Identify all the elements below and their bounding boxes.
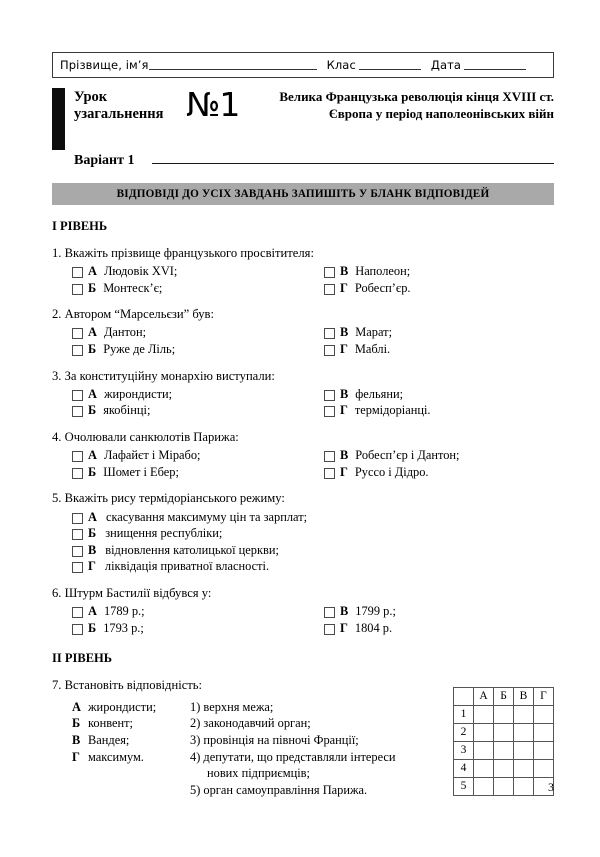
option-text: Робесп’єр і Дантон;: [355, 448, 460, 463]
answer-grid-header-row: [454, 687, 554, 705]
option-В[interactable]: [324, 325, 554, 340]
matching-question: [52, 678, 554, 799]
option-letter: Г: [88, 559, 96, 574]
answer-grid-cell[interactable]: [474, 723, 494, 741]
option-Г[interactable]: [324, 403, 554, 418]
surname-name-label: Прізвище, ім’я: [60, 58, 149, 72]
option-layout: [72, 604, 554, 635]
option-text: жирондисти;: [103, 386, 173, 401]
question: [52, 586, 554, 635]
date-label: Дата: [430, 58, 462, 72]
matching-right-text: 2) законодавчий орган;: [190, 716, 311, 731]
answer-grid-cell[interactable]: [474, 705, 494, 723]
option-Б[interactable]: [72, 403, 324, 418]
option-Г[interactable]: [324, 281, 554, 296]
instruction-banner: [52, 183, 554, 205]
option-letter: Б: [88, 342, 97, 357]
checkbox-icon[interactable]: [324, 390, 335, 401]
option-А[interactable]: [72, 387, 324, 402]
option-text: 1804 р.: [354, 620, 393, 635]
matching-right-item: [190, 782, 443, 799]
lesson-number-value: 1: [219, 85, 240, 124]
option-letter: А: [88, 264, 97, 279]
question-text: 6. Штурм Бастилії відбувся у:: [52, 586, 212, 601]
matching-columns: [52, 699, 443, 799]
matching-right-item: [190, 749, 443, 782]
answer-grid-column-header: Г: [534, 687, 554, 705]
option-В[interactable]: [324, 448, 554, 463]
page-number: 3: [548, 780, 554, 794]
answer-grid-cell[interactable]: [534, 705, 554, 723]
answer-grid-cell[interactable]: [494, 777, 514, 795]
option-А[interactable]: [72, 325, 324, 340]
option-letter: Б: [88, 526, 97, 541]
lesson-type-line1: Урок: [74, 89, 108, 106]
question: [52, 246, 554, 295]
answer-grid-cell[interactable]: [494, 705, 514, 723]
checkbox-icon[interactable]: [72, 345, 83, 356]
option-text: Шомет і Ебер;: [103, 464, 179, 479]
checkbox-icon[interactable]: [72, 624, 83, 635]
option-letter: Б: [88, 403, 97, 418]
option-В[interactable]: [324, 387, 554, 402]
option-Б[interactable]: [72, 621, 324, 636]
option-text: 1793 р.;: [103, 620, 144, 635]
checkbox-icon[interactable]: [72, 390, 83, 401]
instruction-banner-text: ВІДПОВІДІ ДО УСІХ ЗАВДАНЬ ЗАПИШІТЬ У БЛАНК ВІДПОВІДЕЙ: [116, 188, 490, 200]
lesson-type-line2: узагальнення: [74, 105, 164, 122]
option-list: [52, 604, 554, 635]
option-letter: Б: [88, 464, 97, 479]
option-В[interactable]: [72, 543, 554, 558]
matching-left-item: [72, 699, 190, 716]
lesson-number: [186, 85, 248, 124]
topic-title: [248, 89, 554, 122]
option-letter: А: [88, 325, 97, 340]
option-А[interactable]: [72, 448, 324, 463]
option-letter: Г: [340, 464, 348, 479]
answer-grid-cell[interactable]: [474, 777, 494, 795]
option-list: [52, 448, 554, 479]
option-Г[interactable]: [324, 465, 554, 480]
checkbox-icon[interactable]: [324, 607, 335, 618]
matching-value: Вандея;: [88, 732, 130, 747]
matching-right-text-continuation: нових підприємців;: [207, 766, 310, 781]
option-Г[interactable]: [324, 621, 554, 636]
answer-grid-cell[interactable]: [494, 741, 514, 759]
checkbox-icon[interactable]: [324, 406, 335, 417]
option-text: 1799 р.;: [355, 604, 396, 619]
matching-key: Б: [72, 716, 81, 731]
checkbox-icon[interactable]: [72, 267, 83, 278]
lesson-header-row: [74, 85, 554, 124]
checkbox-icon[interactable]: [72, 513, 83, 524]
question: [52, 369, 554, 418]
number-sign-glyph: №: [186, 85, 220, 124]
option-text: 1789 р.;: [103, 604, 145, 619]
matching-right-item: [190, 699, 443, 716]
option-text: відновлення католицької церкви;: [105, 542, 279, 557]
matching-left-item: [72, 749, 190, 766]
answer-grid-cell[interactable]: [514, 741, 534, 759]
answer-grid-cell[interactable]: [534, 723, 554, 741]
question: [52, 491, 554, 574]
option-layout: [72, 448, 554, 479]
answer-grid-row-header: 4: [454, 759, 474, 777]
option-text: Руссо і Дідро.: [354, 464, 429, 479]
answer-grid-row-header: 3: [454, 741, 474, 759]
option-letter: В: [340, 604, 349, 619]
option-Б[interactable]: [72, 281, 324, 296]
option-letter: В: [340, 386, 349, 401]
matching-question-text: 7. Встановіть відповідність:: [52, 678, 203, 693]
option-letter: Б: [88, 620, 97, 635]
topic-title-line2: Європа у період наполеонівських війн: [328, 105, 554, 121]
answer-grid-row: [454, 723, 554, 741]
answer-grid-cell[interactable]: [474, 759, 494, 777]
matching-left-item: [72, 732, 190, 749]
checkbox-icon[interactable]: [324, 624, 335, 635]
answer-grid-cell[interactable]: [534, 759, 554, 777]
checkbox-icon[interactable]: [72, 328, 83, 339]
answer-grid-corner: [454, 687, 474, 705]
student-identification-field[interactable]: [52, 52, 554, 78]
option-letter: А: [88, 604, 97, 619]
option-letter: В: [340, 448, 349, 463]
matching-value: максимум.: [88, 749, 144, 764]
matching-left-column: [72, 699, 190, 799]
answer-grid-row-header: 5: [454, 777, 474, 795]
level-2-heading: ІІ РІВЕНЬ: [52, 651, 113, 666]
lesson-header: [52, 85, 554, 150]
option-text: знищення республіки;: [105, 526, 223, 541]
checkbox-icon[interactable]: [324, 328, 335, 339]
option-letter: В: [340, 264, 349, 279]
checkbox-icon[interactable]: [72, 451, 83, 462]
option-letter: Г: [340, 620, 348, 635]
checkbox-icon[interactable]: [72, 468, 83, 479]
black-accent-bar: [52, 88, 65, 150]
matching-body: [52, 690, 554, 799]
option-А[interactable]: [72, 264, 324, 279]
option-text: Руже де Ліль;: [103, 342, 176, 357]
option-text: скасування максимуму цін та зарплат;: [105, 509, 308, 524]
question-text: 2. Автором “Марсельєзи” був:: [52, 307, 214, 322]
surname-name-input[interactable]: [149, 60, 317, 70]
option-letter: Б: [88, 280, 97, 295]
option-letter: Г: [340, 280, 348, 295]
option-layout: [72, 325, 554, 356]
option-list: [52, 387, 554, 418]
option-letter: А: [88, 448, 97, 463]
answer-grid-column-header: А: [474, 687, 494, 705]
option-text: Монтеск’є;: [103, 280, 163, 295]
option-А[interactable]: [72, 510, 554, 525]
questions-container: [52, 246, 554, 635]
answer-grid-cell[interactable]: [514, 759, 534, 777]
option-text: Маблі.: [354, 342, 391, 357]
matching-right-text: 4) депутати, що представляли інтереси: [190, 749, 396, 764]
checkbox-icon[interactable]: [324, 345, 335, 356]
answer-grid-column-header: Б: [494, 687, 514, 705]
option-Г[interactable]: [324, 342, 554, 357]
option-В[interactable]: [324, 264, 554, 279]
option-text: Людовік XVI;: [103, 264, 178, 279]
answer-grid-cell[interactable]: [494, 723, 514, 741]
question-text: 1. Вкажіть прізвище французького просвітителя:: [52, 246, 314, 260]
answer-grid-row-header: 1: [454, 705, 474, 723]
matching-right-item: [190, 715, 443, 732]
question: [52, 307, 554, 356]
answer-grid-row: [454, 741, 554, 759]
checkbox-icon[interactable]: [324, 468, 335, 479]
checkbox-icon[interactable]: [72, 546, 83, 557]
matching-key: Г: [72, 749, 80, 764]
lesson-type: [74, 89, 186, 121]
checkbox-icon[interactable]: [324, 284, 335, 295]
option-text: фельяни;: [355, 386, 404, 401]
option-text: якобінці;: [103, 403, 151, 418]
matching-key: В: [72, 732, 81, 747]
checkbox-icon[interactable]: [72, 607, 83, 618]
checkbox-icon[interactable]: [72, 284, 83, 295]
matching-right-text: 5) орган самоуправління Парижа.: [190, 783, 368, 798]
question-text: 3. За конституційну монархію виступали:: [52, 368, 275, 383]
option-letter: В: [88, 542, 97, 557]
answer-grid-row-header: 2: [454, 723, 474, 741]
answer-grid-row: [454, 759, 554, 777]
option-layout: [72, 387, 554, 418]
answer-grid-row: [454, 705, 554, 723]
option-Г[interactable]: [72, 559, 554, 574]
matching-right-item: [190, 732, 443, 749]
checkbox-icon[interactable]: [72, 406, 83, 417]
option-Б[interactable]: [72, 465, 324, 480]
option-layout: [72, 510, 554, 575]
option-Б[interactable]: [72, 526, 554, 541]
option-text: Наполеон;: [355, 264, 411, 279]
answer-grid-cell[interactable]: [494, 759, 514, 777]
checkbox-icon[interactable]: [72, 529, 83, 540]
answer-grid-row: [454, 777, 554, 795]
checkbox-icon[interactable]: [324, 451, 335, 462]
option-А[interactable]: [72, 604, 324, 619]
option-text: Робесп’єр.: [354, 280, 411, 295]
answer-grid-cell[interactable]: [534, 741, 554, 759]
answer-grid-cell[interactable]: [514, 723, 534, 741]
option-text: Лафайєт і Мірабо;: [103, 448, 201, 463]
option-letter: В: [340, 325, 349, 340]
topic-title-line1: Велика Французька революція кінця XVIII ст.: [279, 89, 554, 105]
answer-grid[interactable]: [453, 687, 554, 796]
option-text: ліквідація приватної власності.: [104, 559, 270, 574]
option-layout: [72, 264, 554, 295]
matching-right-text: 1) верхня межа;: [190, 699, 274, 714]
question: [52, 430, 554, 479]
question-text: 4. Очолювали санкюлотів Парижа:: [52, 430, 239, 445]
matching-right-text: 3) провінція на півночі Франції;: [190, 732, 359, 747]
option-letter: А: [88, 386, 97, 401]
option-В[interactable]: [324, 604, 554, 619]
checkbox-icon[interactable]: [72, 562, 83, 573]
option-letter: Г: [340, 342, 348, 357]
option-list: [52, 510, 554, 575]
option-text: Марат;: [355, 325, 393, 340]
option-letter: Г: [340, 403, 348, 418]
date-input[interactable]: [464, 60, 526, 70]
option-text: термідоріанці.: [354, 403, 431, 418]
question-text: 5. Вкажіть рису термідоріанського режиму:: [52, 491, 285, 506]
matching-left-item: [72, 715, 190, 732]
option-Б[interactable]: [72, 342, 324, 357]
matching-value: жирондисти;: [88, 699, 157, 714]
class-label: Клас: [326, 58, 356, 72]
level-1-heading: І РІВЕНЬ: [52, 219, 108, 233]
option-letter: А: [88, 509, 97, 524]
answer-grid-cell[interactable]: [474, 741, 494, 759]
option-list: [52, 325, 554, 356]
answer-grid-cell[interactable]: [514, 777, 534, 795]
variant-divider: [152, 162, 554, 164]
checkbox-icon[interactable]: [324, 267, 335, 278]
class-input[interactable]: [359, 60, 421, 70]
matching-right-column: [190, 699, 443, 799]
variant-row: [52, 153, 554, 169]
option-text: Дантон;: [103, 325, 147, 340]
matching-value: конвент;: [88, 716, 133, 731]
variant-label: Варіант 1: [74, 153, 135, 168]
answer-grid-column-header: В: [514, 687, 534, 705]
answer-grid-cell[interactable]: [514, 705, 534, 723]
matching-key: А: [72, 699, 81, 714]
option-list: [52, 264, 554, 295]
